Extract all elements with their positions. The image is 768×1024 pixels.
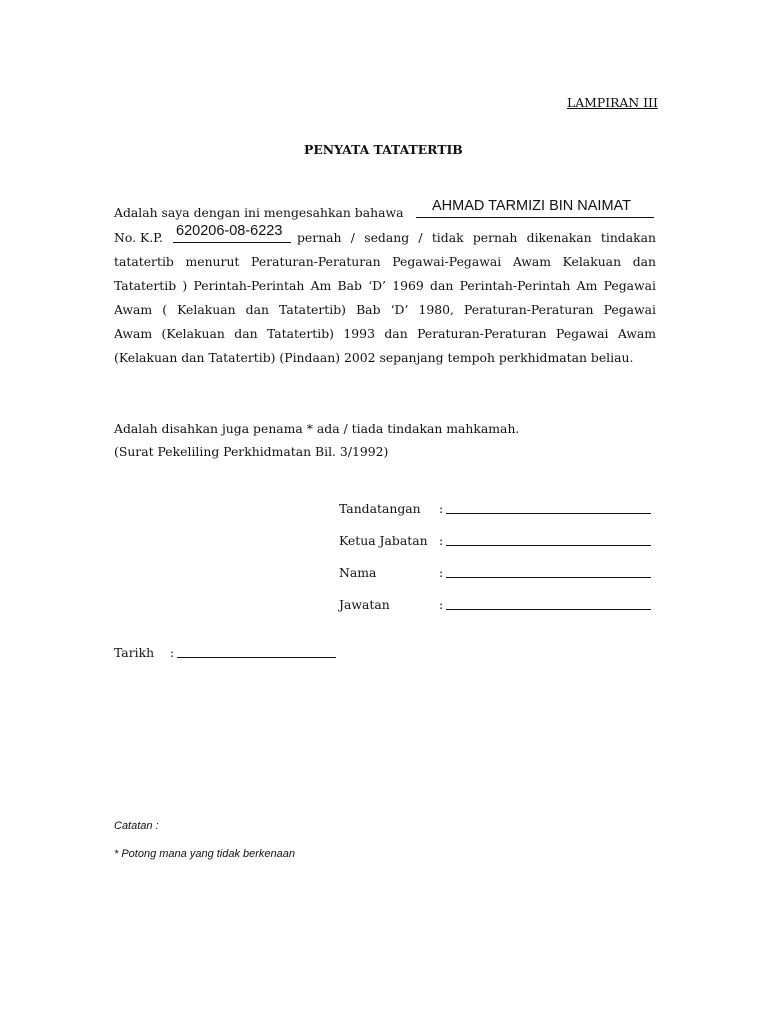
field-line-tandatangan[interactable] [446, 513, 651, 514]
document-title: PENYATA TATATERTIB [304, 142, 463, 157]
field-label-tandatangan: Tandatangan [339, 501, 421, 516]
kp-field[interactable]: 620206-08-6223 [176, 223, 283, 239]
field-colon: : [439, 565, 444, 580]
field-colon: : [439, 501, 444, 516]
declaration-line1-rest: pernah / sedang / tidak pernah dikenakan tindakan [297, 230, 656, 245]
date-label: Tarikh [114, 645, 155, 660]
declaration-prefix: Adalah saya dengan ini mengesahkan bahawa [114, 205, 404, 220]
name-field[interactable]: AHMAD TARMIZI BIN NAIMAT [432, 198, 631, 214]
notes-item: * Potong mana yang tidak berkenaan [114, 848, 296, 860]
name-underline [416, 217, 654, 218]
kp-underline [173, 242, 291, 243]
field-label-ketua-jabatan: Ketua Jabatan [339, 533, 428, 548]
date-colon: : [170, 645, 175, 660]
declaration-line-6: (Kelakuan dan Tatatertib) (Pindaan) 2002 sepanjang tempoh perkhidmatan beliau. [114, 350, 634, 365]
confirmation-line-2: (Surat Pekeliling Perkhidmatan Bil. 3/1992) [114, 444, 389, 459]
field-label-nama: Nama [339, 565, 377, 580]
field-line-jawatan[interactable] [446, 609, 651, 610]
declaration-line-4: Awam ( Kelakuan dan Tatatertib) Bab ‘D’ 1980, Peraturan-Peraturan Pegawai [114, 302, 656, 317]
field-label-jawatan: Jawatan [339, 597, 390, 612]
confirmation-line-1: Adalah disahkan juga penama * ada / tiada tindakan mahkamah. [114, 421, 520, 436]
field-colon: : [439, 533, 444, 548]
date-line[interactable] [177, 657, 336, 658]
notes-heading: Catatan : [114, 820, 159, 832]
field-line-nama[interactable] [446, 577, 651, 578]
appendix-label: LAMPIRAN III [567, 95, 658, 110]
field-colon: : [439, 597, 444, 612]
declaration-line-2: tatatertib menurut Peraturan-Peraturan Pegawai-Pegawai Awam Kelakuan dan [114, 254, 656, 269]
field-line-ketua-jabatan[interactable] [446, 545, 651, 546]
declaration-line-5: Awam (Kelakuan dan Tatatertib) 1993 dan Peraturan-Peraturan Pegawai Awam [114, 326, 656, 341]
declaration-line-3: Tatatertib ) Perintah-Perintah Am Bab ‘D’ 1969 dan Perintah-Perintah Am Pegawai [114, 278, 656, 293]
kp-label: No. K.P. [114, 230, 163, 245]
